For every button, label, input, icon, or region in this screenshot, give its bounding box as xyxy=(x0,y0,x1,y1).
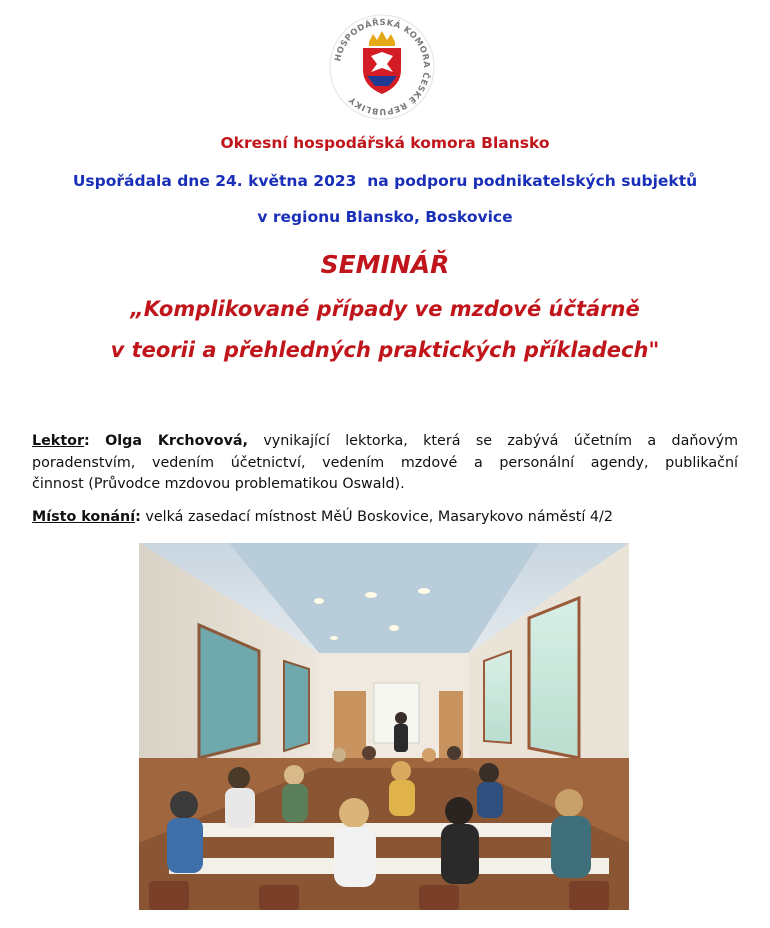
venue-label: Místo konání xyxy=(32,509,136,525)
seminar-heading: SEMINÁŘ xyxy=(320,250,450,279)
lektor-name: Olga Krchovová, xyxy=(105,433,248,449)
lektor-line-1 xyxy=(32,431,738,453)
lektor-text-2: poradenstvím, vedením účetnictví, vedením mzdové a personální agendy, publikační xyxy=(32,454,738,471)
venue-paragraph xyxy=(32,507,738,529)
seminar-topic-line1: „Komplikované případy ve mzdové účtárně xyxy=(130,297,640,321)
organization-name: Okresní hospodářská komora Blansko xyxy=(220,134,550,152)
lektor-colon: : xyxy=(84,433,90,449)
lektor-paragraph xyxy=(32,431,738,496)
venue-text: velká zasedací místnost MěÚ Boskovice, Masarykovo náměstí 4/2 xyxy=(145,509,613,525)
region-line: v regionu Blansko, Boskovice xyxy=(257,208,513,226)
lektor-text-1: vynikající lektorka, která se zabývá účetním a daňovým xyxy=(263,433,739,449)
seminar-room-photo xyxy=(139,543,629,910)
lektor-label: Lektor xyxy=(32,433,85,449)
venue-colon: : xyxy=(135,509,141,525)
chamber-logo xyxy=(327,12,437,122)
lektor-text-3: činnost (Průvodce mzdovou problematikou Oswald). xyxy=(32,476,405,492)
logo-ring-text: HOSPODÁŘSKÁ KOMORA ČESKÉ REPUBLIKY xyxy=(332,16,433,118)
event-date-line: Uspořádala dne 24. května 2023 na podporu podnikatelských subjektů xyxy=(72,172,698,190)
seminar-topic-line2: v teorii a přehledných praktických příkladech" xyxy=(110,338,660,362)
